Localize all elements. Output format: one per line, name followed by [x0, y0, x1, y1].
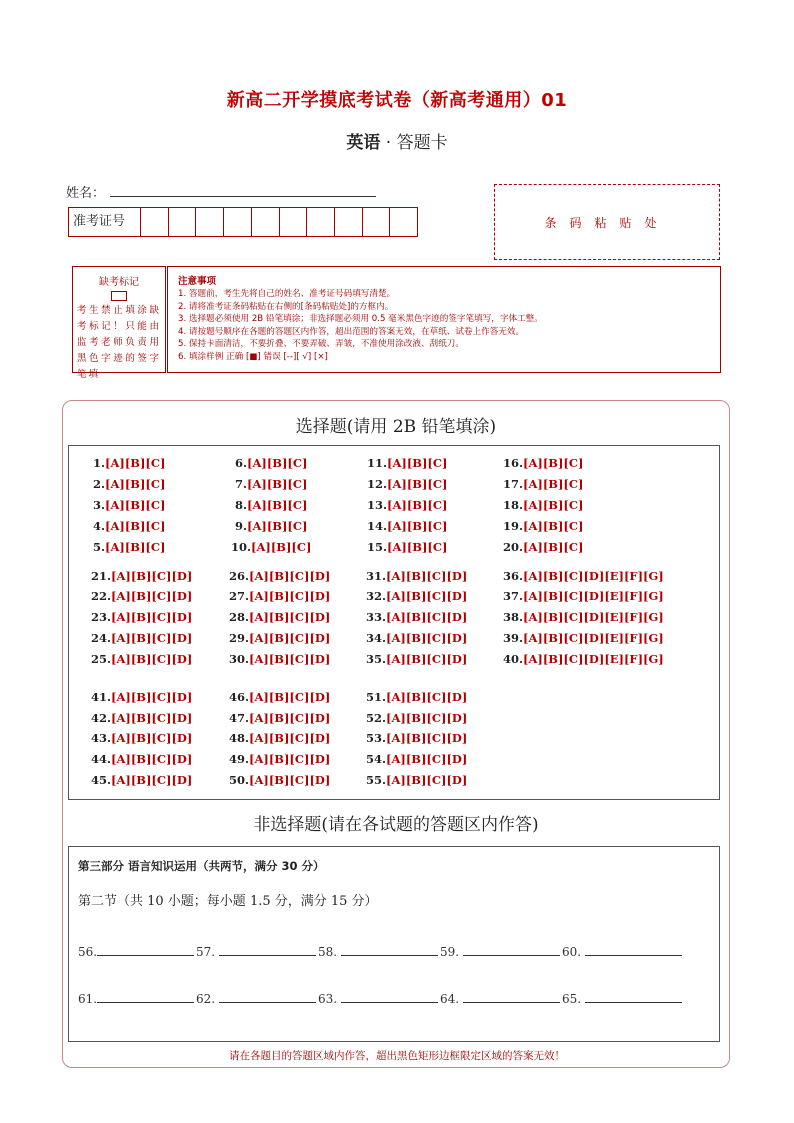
question-row[interactable] — [93, 477, 165, 491]
blank-line[interactable] — [97, 990, 194, 1003]
absent-mark-title: 缺考标记 — [99, 277, 139, 288]
answer-blank[interactable] — [196, 990, 316, 1006]
exam-id-cell[interactable] — [141, 208, 169, 236]
notes-item: 5. 保持卡面清洁，不要折叠、不要弄破、弄皱，不准使用涂改液、刮纸刀。 — [178, 339, 464, 350]
exam-id-cell[interactable] — [196, 208, 224, 236]
question-number: 10. — [231, 540, 252, 554]
question-row[interactable] — [91, 731, 192, 745]
question-number: 55. — [366, 773, 387, 787]
answer-options: [A][B][C][D] — [386, 569, 468, 583]
answer-blank[interactable] — [318, 943, 438, 959]
answer-options: [A][B][C][D] — [111, 690, 193, 704]
answer-options: [A][B][C] — [523, 540, 584, 554]
question-number: 3. — [93, 498, 106, 512]
question-row[interactable] — [229, 731, 330, 745]
question-number: 32. — [366, 589, 387, 603]
absent-mark-box — [72, 266, 166, 380]
answer-options: [A][B][C][D] — [111, 589, 193, 603]
blank-number: 60. — [562, 945, 582, 959]
answer-options: [A][B][C] — [523, 519, 584, 533]
exam-id-cell[interactable] — [363, 208, 391, 236]
question-row[interactable] — [91, 569, 192, 583]
blank-number: 59. — [440, 945, 460, 959]
question-row[interactable] — [91, 690, 192, 704]
blank-number: 56. — [78, 945, 98, 959]
question-number: 16. — [503, 456, 524, 470]
answer-options: [A][B][C] — [105, 456, 166, 470]
answer-options: [A][B][C] — [247, 477, 308, 491]
answer-options: [A][B][C] — [251, 540, 312, 554]
question-row[interactable] — [366, 752, 467, 766]
question-row[interactable] — [235, 498, 307, 512]
answer-options: [A][B][C][D] — [249, 711, 331, 725]
exam-id-box — [68, 207, 418, 237]
answer-options: [A][B][C][D] — [386, 711, 468, 725]
question-number: 53. — [366, 731, 387, 745]
question-row[interactable] — [229, 690, 330, 704]
answer-options: [A][B][C][D] — [249, 773, 331, 787]
question-number: 19. — [503, 519, 524, 533]
subject-label: 英语 — [346, 133, 381, 153]
question-number: 12. — [367, 477, 388, 491]
answer-options: [A][B][C] — [387, 519, 448, 533]
question-number: 9. — [235, 519, 248, 533]
answer-blank[interactable] — [562, 943, 682, 959]
question-row[interactable] — [229, 652, 330, 666]
barcode-area: 条码粘贴处 — [494, 184, 720, 260]
notes-item: 2. 请将准考证条码粘贴在右侧的[条码粘贴处]的方框内。 — [178, 301, 394, 312]
exam-id-cell[interactable] — [252, 208, 280, 236]
question-row[interactable] — [367, 498, 447, 512]
question-row[interactable] — [366, 711, 467, 725]
exam-title: 新高二开学摸底考试卷（新高考通用）01 — [226, 90, 568, 111]
answer-options: [A][B][C] — [523, 477, 584, 491]
question-number: 20. — [503, 540, 524, 554]
notes-title: 注意事项 — [178, 276, 217, 287]
question-number: 7. — [235, 477, 248, 491]
question-row[interactable] — [93, 540, 165, 554]
question-number: 41. — [91, 690, 112, 704]
question-number: 33. — [366, 610, 387, 624]
question-row[interactable] — [366, 652, 467, 666]
exam-id-cell[interactable] — [169, 208, 197, 236]
question-number: 40. — [503, 652, 524, 666]
question-row[interactable] — [91, 711, 192, 725]
question-number: 48. — [229, 731, 250, 745]
question-number: 1. — [93, 456, 106, 470]
question-number: 25. — [91, 652, 112, 666]
question-row[interactable] — [235, 519, 307, 533]
footer-warning: 请在各题目的答题区域内作答，超出黑色矩形边框限定区域的答案无效！ — [229, 1050, 565, 1062]
exam-id-cell[interactable] — [390, 208, 417, 236]
question-row[interactable] — [91, 752, 192, 766]
question-row[interactable] — [366, 690, 467, 704]
exam-id-cell[interactable] — [307, 208, 335, 236]
blank-number: 63. — [318, 992, 338, 1006]
answer-options: [A][B][C] — [387, 477, 448, 491]
answer-options: [A][B][C][D] — [386, 589, 468, 603]
answer-options: [A][B][C] — [105, 540, 166, 554]
question-number: 22. — [91, 589, 112, 603]
question-number: 4. — [93, 519, 106, 533]
question-row[interactable] — [93, 456, 165, 470]
blank-line[interactable] — [585, 943, 682, 956]
answer-blank[interactable] — [318, 990, 438, 1006]
question-number: 51. — [366, 690, 387, 704]
blank-line[interactable] — [219, 943, 316, 956]
question-number: 38. — [503, 610, 524, 624]
question-row[interactable] — [229, 631, 330, 645]
answer-options: [A][B][C][D][E][F][G] — [523, 610, 664, 624]
mcq-section-title: 选择题(请用 2B 铅笔填涂) — [295, 417, 497, 437]
blank-line[interactable] — [463, 943, 560, 956]
subtitle-separator: · — [385, 133, 392, 153]
question-row[interactable] — [367, 540, 447, 554]
question-number: 54. — [366, 752, 387, 766]
question-number: 44. — [91, 752, 112, 766]
answer-options: [A][B][C] — [105, 477, 166, 491]
question-row[interactable] — [366, 610, 467, 624]
question-row[interactable] — [229, 711, 330, 725]
answer-options: [A][B][C][D] — [386, 773, 468, 787]
answer-options: [A][B][C][D] — [386, 731, 468, 745]
question-row[interactable] — [503, 589, 664, 603]
answer-blank[interactable] — [78, 943, 194, 959]
answer-options: [A][B][C][D] — [249, 610, 331, 624]
question-row[interactable] — [366, 773, 467, 787]
question-row[interactable] — [503, 540, 583, 554]
name-label: 姓名： — [66, 186, 106, 201]
question-number: 26. — [229, 569, 250, 583]
question-row[interactable] — [503, 519, 583, 533]
question-row[interactable] — [503, 610, 664, 624]
question-number: 49. — [229, 752, 250, 766]
answer-options: [A][B][C][D][E][F][G] — [523, 631, 664, 645]
question-row[interactable] — [229, 773, 330, 787]
answer-options: [A][B][C] — [247, 456, 308, 470]
answer-options: [A][B][C][D] — [111, 731, 193, 745]
question-number: 46. — [229, 690, 250, 704]
blank-line[interactable] — [341, 990, 438, 1003]
question-row[interactable] — [235, 477, 307, 491]
question-row[interactable] — [503, 477, 583, 491]
answer-options: [A][B][C] — [523, 498, 584, 512]
answer-options: [A][B][C][D] — [386, 610, 468, 624]
notes-item: 6. 填涂样例 正确 [■] 错误 [--][ √] [×] — [178, 351, 328, 362]
question-number: 5. — [93, 540, 106, 554]
question-number: 17. — [503, 477, 524, 491]
answer-blank[interactable] — [78, 990, 194, 1006]
blank-number: 61. — [78, 992, 98, 1006]
exam-id-cell[interactable] — [224, 208, 252, 236]
question-number: 52. — [366, 711, 387, 725]
question-row[interactable] — [229, 589, 330, 603]
question-number: 37. — [503, 589, 524, 603]
blank-number: 57. — [196, 945, 216, 959]
question-row[interactable] — [503, 456, 583, 470]
answer-options: [A][B][C] — [105, 519, 166, 533]
notes-item: 4. 请按题号顺序在各题的答题区内作答，超出范围的答案无效，在草纸、试卷上作答无效。 — [178, 326, 525, 337]
question-row[interactable] — [503, 569, 664, 583]
question-number: 13. — [367, 498, 388, 512]
answer-options: [A][B][C][D] — [111, 610, 193, 624]
blank-number: 62. — [196, 992, 216, 1006]
blank-number: 58. — [318, 945, 338, 959]
question-row[interactable] — [229, 752, 330, 766]
question-row[interactable] — [229, 569, 330, 583]
notes-box — [167, 266, 721, 373]
question-row[interactable] — [229, 610, 330, 624]
question-number: 18. — [503, 498, 524, 512]
answer-options: [A][B][C][D] — [249, 589, 331, 603]
question-row[interactable] — [93, 498, 165, 512]
card-subtitle — [0, 128, 794, 153]
card-type-label: 答题卡 — [396, 133, 448, 153]
question-number: 34. — [366, 631, 387, 645]
absent-mark-checkbox[interactable] — [111, 291, 127, 301]
question-row[interactable] — [231, 540, 311, 554]
question-number: 39. — [503, 631, 524, 645]
question-row[interactable] — [367, 477, 447, 491]
question-row[interactable] — [91, 631, 192, 645]
question-number: 8. — [235, 498, 248, 512]
answer-blank[interactable] — [562, 990, 682, 1006]
mcq-box — [68, 445, 720, 800]
question-row[interactable] — [366, 631, 467, 645]
answer-options: [A][B][C][D] — [111, 711, 193, 725]
answer-options: [A][B][C] — [247, 498, 308, 512]
blank-line[interactable] — [341, 943, 438, 956]
question-row[interactable] — [367, 519, 447, 533]
notes-item: 1. 答题前，考生先将自己的姓名、准考证号码填写清楚。 — [178, 289, 396, 299]
question-number: 45. — [91, 773, 112, 787]
question-number: 23. — [91, 610, 112, 624]
section2-title: 第二节（共 10 小题；每小题 1.5 分，满分 15 分） — [78, 894, 378, 909]
blank-number: 65. — [562, 992, 582, 1006]
question-number: 47. — [229, 711, 250, 725]
answer-options: [A][B][C] — [523, 456, 584, 470]
question-number: 30. — [229, 652, 250, 666]
question-row[interactable] — [235, 456, 307, 470]
nonmcq-section-title: 非选择题(请在各试题的答题区内作答) — [253, 815, 539, 835]
answer-options: [A][B][C] — [387, 540, 448, 554]
question-number: 24. — [91, 631, 112, 645]
question-number: 42. — [91, 711, 112, 725]
answer-options: [A][B][C][D] — [386, 690, 468, 704]
notes-item: 3. 选择题必须使用 2B 铅笔填涂；非选择题必须用 0.5 毫米黑色字迹的签字笔填写，字体工整。 — [178, 314, 543, 325]
answer-options: [A][B][C][D] — [249, 690, 331, 704]
answer-options: [A][B][C][D] — [111, 773, 193, 787]
question-number: 35. — [366, 652, 387, 666]
question-row[interactable] — [91, 652, 192, 666]
question-row[interactable] — [366, 731, 467, 745]
blank-number: 64. — [440, 992, 460, 1006]
answer-blank[interactable] — [440, 943, 560, 959]
question-number: 27. — [229, 589, 250, 603]
question-number: 15. — [367, 540, 388, 554]
question-row[interactable] — [503, 631, 664, 645]
blank-line[interactable] — [219, 990, 316, 1003]
answer-options: [A][B][C][D] — [249, 752, 331, 766]
answer-blank[interactable] — [196, 943, 316, 959]
question-row[interactable] — [93, 519, 165, 533]
question-row[interactable] — [91, 589, 192, 603]
answer-options: [A][B][C][D][E][F][G] — [523, 569, 664, 583]
question-number: 31. — [366, 569, 387, 583]
question-number: 43. — [91, 731, 112, 745]
question-number: 2. — [93, 477, 106, 491]
answer-options: [A][B][C][D] — [111, 652, 193, 666]
question-number: 50. — [229, 773, 250, 787]
question-row[interactable] — [367, 456, 447, 470]
question-number: 6. — [235, 456, 248, 470]
answer-options: [A][B][C][D] — [249, 569, 331, 583]
blank-line[interactable] — [463, 990, 560, 1003]
question-row[interactable] — [366, 569, 467, 583]
name-field[interactable] — [110, 196, 376, 197]
answer-options: [A][B][C][D][E][F][G] — [523, 589, 664, 603]
question-row[interactable] — [503, 498, 583, 512]
question-number: 11. — [367, 456, 388, 470]
answer-options: [A][B][C][D] — [111, 631, 193, 645]
answer-options: [A][B][C][D] — [249, 631, 331, 645]
blank-line[interactable] — [97, 943, 194, 956]
answer-options: [A][B][C][D] — [111, 752, 193, 766]
question-row[interactable] — [91, 773, 192, 787]
question-number: 21. — [91, 569, 112, 583]
question-row[interactable] — [91, 610, 192, 624]
question-number: 29. — [229, 631, 250, 645]
answer-options: [A][B][C][D] — [386, 652, 468, 666]
exam-id-cell[interactable] — [280, 208, 308, 236]
answer-options: [A][B][C][D] — [386, 631, 468, 645]
question-row[interactable] — [503, 652, 664, 666]
answer-options: [A][B][C][D] — [111, 569, 193, 583]
blank-line[interactable] — [585, 990, 682, 1003]
answer-blank[interactable] — [440, 990, 560, 1006]
exam-id-cell[interactable] — [335, 208, 363, 236]
answer-options: [A][B][C][D][E][F][G] — [523, 652, 664, 666]
question-row[interactable] — [366, 589, 467, 603]
question-number: 36. — [503, 569, 524, 583]
answer-options: [A][B][C] — [387, 498, 448, 512]
answer-options: [A][B][C][D] — [249, 652, 331, 666]
question-number: 14. — [367, 519, 388, 533]
answer-options: [A][B][C] — [387, 456, 448, 470]
exam-id-label: 准考证号 — [69, 208, 141, 236]
answer-options: [A][B][C] — [247, 519, 308, 533]
part3-title: 第三部分 语言知识运用（共两节，满分 30 分） — [78, 859, 325, 873]
answer-options: [A][B][C] — [105, 498, 166, 512]
answer-options: [A][B][C][D] — [386, 752, 468, 766]
absent-mark-text: 考生禁止填涂缺考标记！只能由监考老师负责用黑色字迹的签字笔填 — [77, 305, 161, 380]
answer-options: [A][B][C][D] — [249, 731, 331, 745]
question-number: 28. — [229, 610, 250, 624]
